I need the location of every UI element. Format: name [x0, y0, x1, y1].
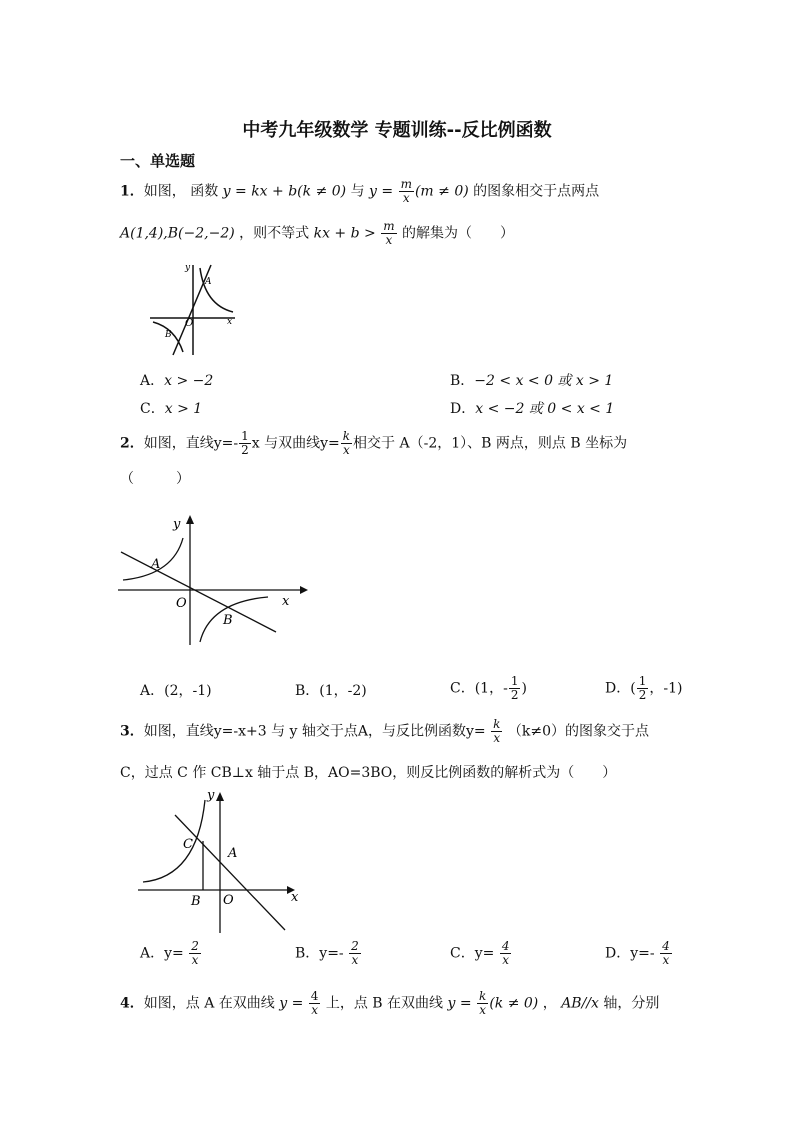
q1-line1: 1．如图， 函数 y = kx + b(k ≠ 0) 与 y = $\frac{m}{x}$ (m ≠ 0) 的图象相交于点两点 [120, 177, 600, 205]
q3-hyperbola [143, 800, 205, 882]
q1-label-y: y [185, 263, 191, 273]
q1-number: 1． [120, 183, 144, 200]
q2-hyperbola-lower [200, 597, 268, 642]
q3-option-b[interactable]: B．y=- $\frac{2}{x}$ [295, 939, 359, 967]
q1-figure [145, 260, 245, 360]
q2-option-b[interactable]: B．(1，-2) [295, 683, 367, 699]
q4-frac-4-over-x: $\frac{4}{x}$ [310, 989, 319, 1017]
q1-points: A(1,4),B(−2,−2) [120, 225, 235, 242]
q3-number: 3． [120, 723, 144, 740]
q4-line1: 4．如图，点 A 在双曲线 y = $\frac{4}{x}$ 上，点 B 在双曲线 y = $\frac{k}{x}$ (k ≠ 0) ， AB//x 轴，分别 [120, 989, 660, 1017]
q1-option-b[interactable]: B．−2 < x < 0 或 x > 1 [450, 373, 614, 389]
q3-label-y: y [207, 788, 215, 803]
section-heading: 一、单选题 [120, 152, 196, 170]
q1-label-x: x [227, 317, 233, 327]
page-title: 中考九年级数学 专题训练--反比例函数 [242, 120, 552, 141]
q2-label-B: B [223, 613, 233, 628]
q3-option-a[interactable]: A．y= $\frac{2}{x}$ [140, 939, 199, 967]
q1-line2: A(1,4),B(−2,−2) ，则不等式 kx + b > $\frac{m}{x}$ 的解集为（ ） [120, 219, 515, 247]
q2-label-x: x [282, 594, 290, 609]
q4-number: 4． [120, 995, 144, 1012]
q2-label-y: y [173, 517, 181, 532]
q3-label-x: x [291, 890, 299, 905]
q2-label-A: A [151, 557, 161, 572]
q1-label-B: B [165, 330, 172, 340]
q1-formula-linear: y = kx + b(k ≠ 0) [222, 183, 347, 200]
q3-figure [135, 785, 305, 935]
q2-x-arrow [300, 586, 308, 594]
q3-label-C: C [183, 837, 193, 852]
q1-option-c[interactable]: C．x > 1 [140, 401, 203, 417]
q1-label-O: O [185, 318, 194, 329]
q1-ineq-frac: $\frac{m}{x}$ [383, 219, 395, 247]
q2-frac-k-over-x: $\frac{k}{x}$ [342, 429, 351, 457]
q4-frac-k-over-x: $\frac{k}{x}$ [479, 989, 487, 1017]
q1-label-A: A [205, 277, 212, 287]
q3-line2: C，过点 C 作 CB⊥x 轴于点 B，AO=3BO，则反比例函数的解析式为（ ） [120, 765, 617, 781]
q2-option-a[interactable]: A．(2，-1) [140, 683, 212, 699]
q3-option-d[interactable]: D．y=- $\frac{4}{x}$ [605, 939, 670, 967]
q2-option-c[interactable]: C．(1，- $\frac{1}{2}$ ) [450, 674, 527, 702]
q1-option-a[interactable]: A．x > −2 [140, 373, 214, 389]
q1-frac-m-over-x: $\frac{m}{x}$ [400, 177, 412, 205]
q1-hyperbola-upper [200, 268, 233, 312]
q2-line [121, 552, 276, 632]
q2-d-frac: $\frac{1}{2}$ [638, 674, 647, 702]
q2-c-frac: $\frac{1}{2}$ [510, 674, 519, 702]
q3-y-arrow [216, 792, 224, 801]
q4-parallel: AB//x [561, 995, 599, 1012]
q1-option-d[interactable]: D．x < −2 或 0 < x < 1 [450, 401, 615, 417]
q3-frac-k-over-x: $\frac{k}{x}$ [493, 717, 501, 745]
q2-label-O: O [176, 596, 187, 611]
q3-label-B: B [191, 894, 201, 909]
q3-label-A: A [228, 846, 238, 861]
q2-option-d[interactable]: D．( $\frac{1}{2}$ ，-1) [605, 674, 683, 702]
q3-line [175, 815, 285, 930]
q3-line1: 3．如图，直线y=-x+3 与 y 轴交于点A，与反比例函数y= $\frac{k}{x}$ （k≠0）的图象交于点 [120, 717, 649, 745]
q2-number: 2． [120, 435, 144, 452]
q2-y-arrow [186, 515, 194, 524]
q2-figure [118, 510, 308, 650]
q2-paren: （ ） [120, 471, 190, 487]
q2-frac-half: $\frac{1}{2}$ [241, 429, 249, 457]
q3-label-O: O [223, 893, 234, 908]
q2-line1: 2．如图，直线y=- $\frac{1}{2}$ x 与双曲线y= $\frac{k}{x}$ 相交于 A（-2，1）、B 两点，则点 B 坐标为 [120, 429, 628, 457]
q3-option-c[interactable]: C．y= $\frac{4}{x}$ [450, 939, 510, 967]
